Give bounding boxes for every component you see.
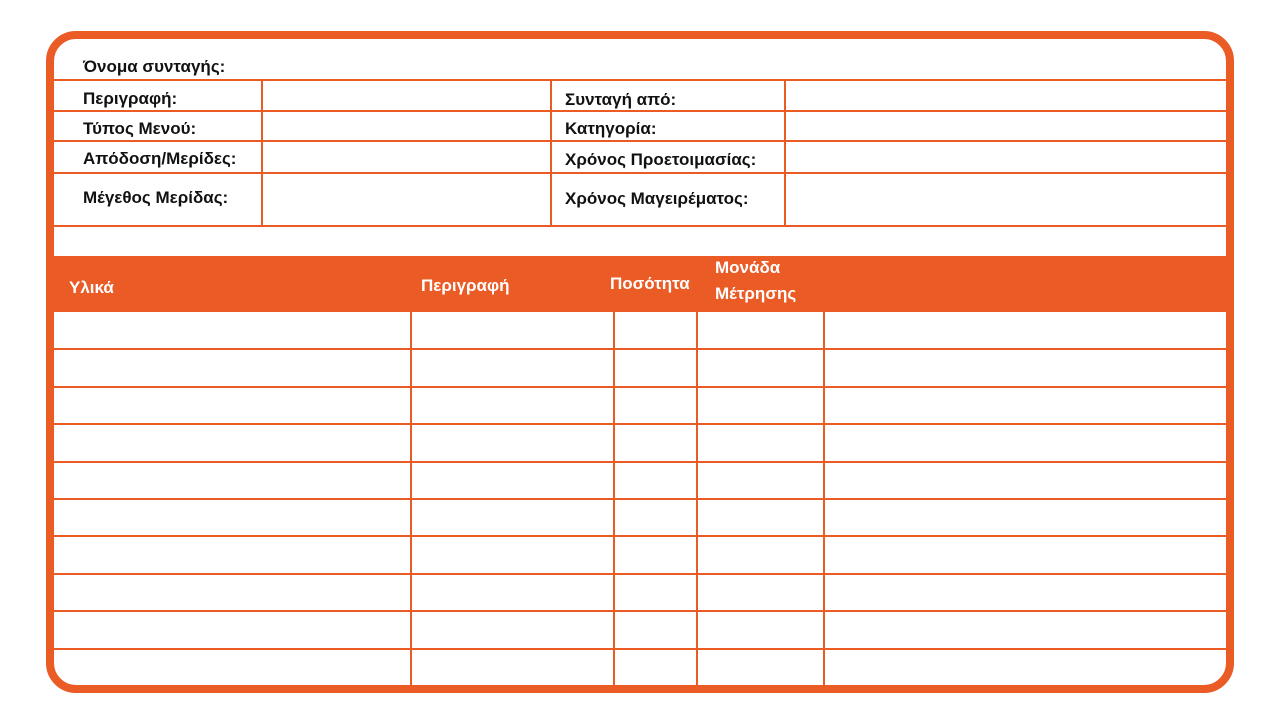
table-cell[interactable] (410, 649, 613, 686)
table-cell[interactable] (54, 312, 410, 349)
table-cell[interactable] (54, 349, 410, 387)
table-cell[interactable] (696, 349, 823, 387)
cook-time-label: Χρόνος Μαγειρέματος: (565, 189, 749, 208)
table-cell[interactable] (410, 499, 613, 536)
recipe-name-field[interactable] (254, 49, 1214, 79)
column-divider (410, 312, 412, 685)
table-cell[interactable] (410, 536, 613, 574)
row-divider (54, 423, 1226, 425)
table-cell[interactable] (54, 462, 410, 499)
table-row (54, 536, 1226, 574)
table-row (54, 574, 1226, 611)
row-divider (54, 386, 1226, 388)
column-header-unit-line1: Μονάδα (715, 258, 781, 277)
table-row (54, 349, 1226, 387)
table-cell[interactable] (54, 611, 410, 649)
menu-type-label: Τύπος Μενού: (83, 119, 197, 138)
column-header-unit (715, 258, 796, 304)
table-row (54, 462, 1226, 499)
column-header-ingredients: Υλικά (69, 278, 114, 297)
table-row (54, 312, 1226, 349)
table-cell[interactable] (696, 312, 823, 349)
table-row (54, 611, 1226, 649)
row-divider (54, 535, 1226, 537)
column-divider (696, 312, 698, 685)
column-header-description: Περιγραφή (421, 276, 510, 295)
table-cell[interactable] (613, 387, 696, 424)
recipe-card (46, 31, 1234, 693)
table-cell[interactable] (613, 649, 696, 686)
table-cell[interactable] (823, 536, 1226, 574)
row-divider (54, 348, 1226, 350)
table-cell[interactable] (613, 499, 696, 536)
table-cell[interactable] (696, 499, 823, 536)
divider (550, 79, 552, 225)
table-row (54, 649, 1226, 686)
table-cell[interactable] (823, 387, 1226, 424)
table-cell[interactable] (696, 611, 823, 649)
table-cell[interactable] (410, 312, 613, 349)
description-field[interactable] (263, 81, 550, 110)
table-cell[interactable] (696, 574, 823, 611)
table-cell[interactable] (823, 424, 1226, 462)
cook-time-field[interactable] (786, 174, 1226, 225)
table-cell[interactable] (613, 312, 696, 349)
table-cell[interactable] (410, 611, 613, 649)
row-divider (54, 573, 1226, 575)
table-cell[interactable] (410, 462, 613, 499)
table-cell[interactable] (54, 649, 410, 686)
category-label: Κατηγορία: (565, 119, 657, 138)
table-cell[interactable] (54, 424, 410, 462)
table-cell[interactable] (54, 387, 410, 424)
table-cell[interactable] (823, 462, 1226, 499)
yield-field[interactable] (263, 142, 550, 172)
column-header-unit-line2: Μέτρησης (715, 284, 797, 303)
table-row (54, 499, 1226, 536)
recipe-name-label: Όνομα συνταγής: (83, 57, 226, 76)
category-field[interactable] (786, 112, 1226, 140)
table-cell[interactable] (54, 536, 410, 574)
ingredients-table-header (54, 256, 1226, 312)
table-cell[interactable] (410, 574, 613, 611)
table-cell[interactable] (613, 462, 696, 499)
description-label: Περιγραφή: (83, 89, 178, 108)
table-row (54, 387, 1226, 424)
row-divider (54, 461, 1226, 463)
table-cell[interactable] (54, 574, 410, 611)
table-cell[interactable] (410, 387, 613, 424)
table-cell[interactable] (410, 424, 613, 462)
row-divider (54, 498, 1226, 500)
menu-type-field[interactable] (263, 112, 550, 140)
table-cell[interactable] (613, 349, 696, 387)
ingredients-table-body (54, 312, 1226, 685)
table-cell[interactable] (613, 424, 696, 462)
column-header-quantity: Ποσότητα (610, 274, 690, 293)
table-cell[interactable] (823, 499, 1226, 536)
table-cell[interactable] (696, 649, 823, 686)
table-cell[interactable] (823, 649, 1226, 686)
row-divider (54, 648, 1226, 650)
row-divider (54, 610, 1226, 612)
table-cell[interactable] (696, 462, 823, 499)
yield-label: Απόδοση/Μερίδες: (83, 149, 237, 168)
recipe-from-label: Συνταγή από: (565, 90, 677, 109)
table-cell[interactable] (823, 574, 1226, 611)
recipe-from-field[interactable] (786, 81, 1226, 110)
table-cell[interactable] (823, 349, 1226, 387)
table-cell[interactable] (613, 611, 696, 649)
table-cell[interactable] (696, 424, 823, 462)
serving-size-label: Μέγεθος Μερίδας: (83, 188, 229, 207)
table-cell[interactable] (696, 387, 823, 424)
column-divider (613, 312, 615, 685)
divider (54, 225, 1226, 227)
table-cell[interactable] (613, 536, 696, 574)
column-divider (823, 312, 825, 685)
table-cell[interactable] (696, 536, 823, 574)
serving-size-field[interactable] (263, 174, 550, 225)
table-cell[interactable] (410, 349, 613, 387)
table-cell[interactable] (613, 574, 696, 611)
table-cell[interactable] (823, 312, 1226, 349)
table-row (54, 424, 1226, 462)
prep-time-field[interactable] (786, 142, 1226, 172)
prep-time-label: Χρόνος Προετοιμασίας: (565, 150, 757, 169)
table-cell[interactable] (54, 499, 410, 536)
table-cell[interactable] (823, 611, 1226, 649)
